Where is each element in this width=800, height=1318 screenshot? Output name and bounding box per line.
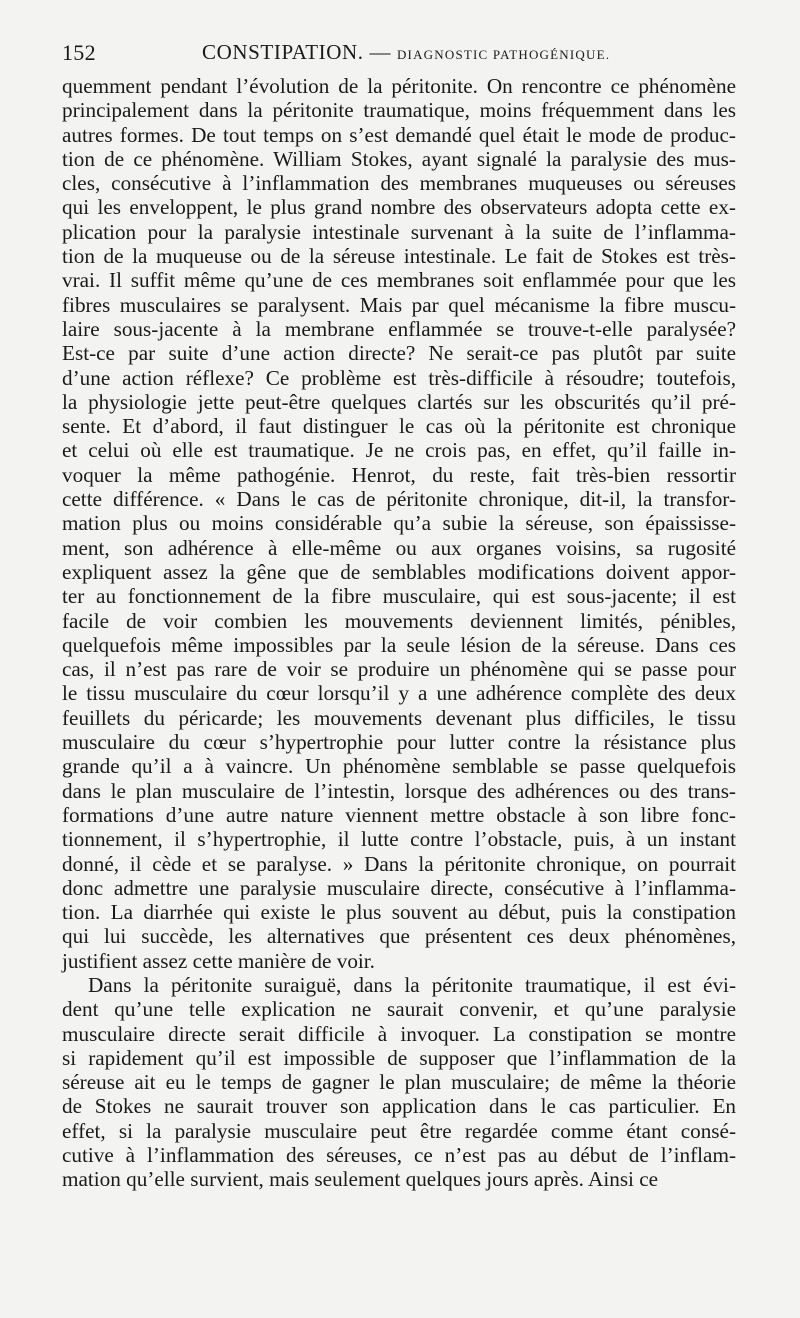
running-title-sub: DIAGNOSTIC PATHOGÉNIQUE. [396, 47, 611, 62]
text-line: musculaire du cœur s’hypertrophie pour lutter contre la résistance plus [62, 730, 736, 755]
text-line: expliquent assez la gêne que de semblables modifications doivent appor- [62, 559, 736, 584]
text-line: qui les enveloppent, le plus grand nombre des observateurs adopta cette ex- [62, 195, 736, 220]
text-line: mation plus ou moins considérable qu’a subie la séreuse, son épaississe- [62, 511, 736, 536]
text-line: effet, si la paralysie musculaire peut être regardée comme étant consé- [62, 1118, 736, 1143]
text-line: tion. La diarrhée qui existe le plus souvent au début, puis la constipation [62, 900, 736, 925]
text-line: feuillets du péricarde; les mouvements devenant plus difficiles, le tissu [62, 705, 736, 730]
text-line: dent qu’une telle explication ne saurait convenir, et qu’une paralysie [62, 997, 736, 1022]
text-line: grande qu’il a à vaincre. Un phénomène semblable se passe quelquefois [62, 754, 736, 779]
body-text [62, 74, 736, 1192]
text-line: cutive à l’inflammation des séreuses, ce n’est pas au début de l’inflam- [62, 1143, 736, 1168]
running-title [202, 40, 610, 65]
text-line: ter au fonctionnement de la fibre musculaire, qui est sous-jacente; il est [62, 584, 736, 609]
text-line: donné, il cède et se paralyse. » Dans la péritonite chronique, on pourrait [62, 851, 736, 876]
text-line: vrai. Il suffit même qu’une de ces membranes soit enflammée pour que les [62, 268, 736, 293]
text-line: sente. Et d’abord, il faut distinguer le cas où la péritonite est chronique [62, 414, 736, 439]
text-line: si rapidement qu’il est impossible de supposer que l’inflammation de la [62, 1045, 736, 1070]
text-line: le tissu musculaire du cœur lorsqu’il y a une adhérence complète des deux [62, 681, 736, 706]
text-line: d’une action réflexe? Ce problème est très-difficile à résoudre; toutefois, [62, 365, 736, 390]
text-line: mation qu’elle survient, mais seulement quelques jours après. Ainsi ce [62, 1167, 659, 1192]
text-line: qui lui succède, les alternatives que présentent ces deux phénomènes, [62, 924, 736, 949]
text-line: cette différence. « Dans le cas de péritonite chronique, dit-il, la transfor- [62, 487, 736, 512]
text-line: et celui où elle est traumatique. Je ne crois pas, en effet, qu’il faille in- [62, 438, 736, 463]
text-line: de Stokes ne saurait trouver son application dans le cas particulier. En [62, 1094, 736, 1119]
text-line: Est-ce par suite d’une action directe? Ne serait-ce pas plutôt par suite [62, 341, 736, 366]
text-line: séreuse ait eu le temps de gagner le plan musculaire; de même la théorie [62, 1070, 736, 1095]
text-line: musculaire directe serait difficile à invoquer. La constipation se montre [62, 1021, 736, 1046]
text-line: plication pour la paralysie intestinale survenant à la suite de l’inflamma- [62, 219, 736, 244]
text-line: cles, consécutive à l’inflammation des membranes muqueuses ou séreuses [62, 171, 736, 196]
page-number: 152 [62, 40, 96, 65]
text-line: cas, il n’est pas rare de voir se produire un phénomène qui se passe pour [62, 657, 736, 682]
text-line: quemment pendant l’évolution de la péritonite. On rencontre ce phénomène [62, 74, 736, 98]
text-line: donc admettre une paralysie musculaire directe, consécutive à l’inflamma- [62, 875, 736, 900]
text-line: quelquefois même impossibles par la seule lésion de la séreuse. Dans ces [62, 632, 736, 657]
text-line: tion de ce phénomène. William Stokes, ayant signalé la paralysie des mus- [62, 146, 736, 171]
text-line: principalement dans la péritonite traumatique, moins fréquemment dans les [62, 98, 736, 123]
text-line: la physiologie jette peut-être quelques clartés sur les obscurités qu’il pré- [62, 389, 736, 414]
text-line: tion de la muqueuse ou de la séreuse intestinale. Le fait de Stokes est très- [62, 244, 736, 269]
text-line: formations d’une autre nature viennent mettre obstacle à son libre fonc- [62, 802, 736, 827]
text-line: laire sous-jacente à la membrane enflammée se trouve-t-elle paralysée? [62, 316, 736, 341]
running-head [62, 34, 736, 74]
text-line: fibres musculaires se paralysent. Mais par quel mécanisme la fibre muscu- [62, 292, 736, 317]
paragraph [62, 74, 736, 973]
text-line: voquer la même pathogénie. Henrot, du reste, fait très-bien ressortir [62, 462, 736, 487]
running-title-dash: — [369, 40, 392, 64]
text-line: tionnement, il s’hypertrophie, il lutte contre l’obstacle, puis, à un instant [62, 827, 736, 852]
text-line: facile de voir combien les mouvements deviennent limités, pénibles, [62, 608, 736, 633]
text-line: Dans la péritonite suraiguë, dans la péritonite traumatique, il est évi- [88, 972, 736, 997]
text-line: autres formes. De tout temps on s’est demandé quel était le mode de produc- [62, 122, 736, 147]
text-line: dans le plan musculaire de l’intestin, lorsque des adhérences ou des trans- [62, 778, 736, 803]
text-line: ment, son adhérence à elle-même ou aux organes voisins, sa rugosité [62, 535, 736, 560]
running-title-main: CONSTIPATION. [202, 40, 364, 64]
paragraph [62, 973, 736, 1192]
text-line: justifient assez cette manière de voir. [62, 948, 375, 973]
